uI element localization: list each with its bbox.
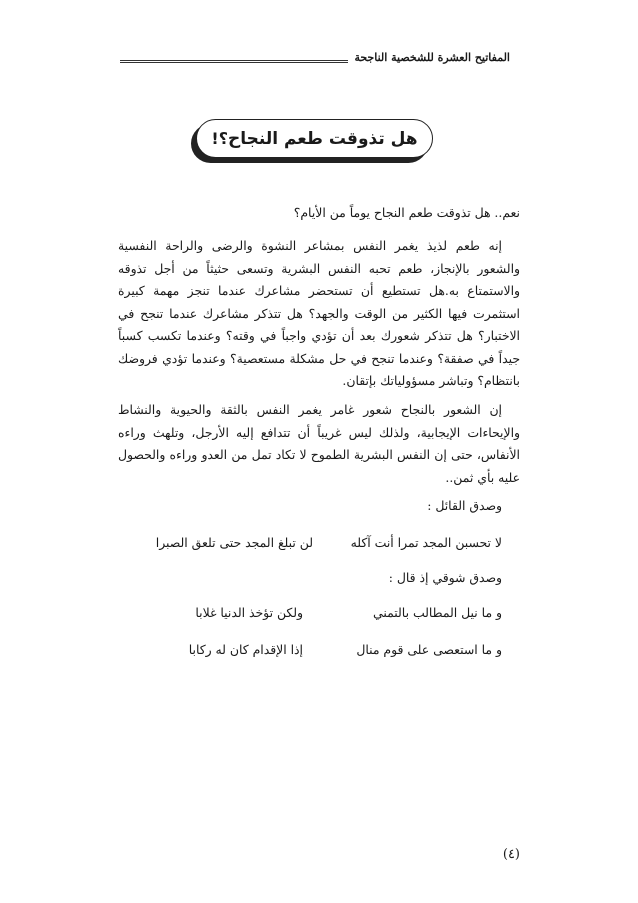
verse-3-second-hemistich: إذا الإقدام كان له ركابا: [188, 642, 303, 657]
page-number: (٤): [502, 847, 520, 862]
opening-question: نعم.. هل تذوقت طعم النجاح يوماً من الأيام؟: [293, 205, 520, 220]
chapter-title-banner: [196, 119, 433, 158]
verse-2-second-hemistich: ولكن تؤخذ الدنيا غلابا: [195, 605, 303, 620]
quote-intro-1: وصدق القائل :: [427, 498, 502, 513]
chapter-title-marks: ؟!: [211, 129, 228, 148]
chapter-title: هل تذوقت طعم النجاح: [228, 128, 418, 149]
verse-3-first-hemistich: و ما استعصى على قوم منال: [356, 642, 502, 657]
paragraph-1: إنه طعم لذيذ يغمر النفس بمشاعر النشوة والرضى والراحة النفسية والشعور بالإنجاز، طعم تحبه النفس البشرية وتسعى حثيثاً من أجل تذوقه والاستمتاع به.هل تستطيع أن تستحضر مشاعرك عندما تنجز مهمة كبيرة استثمرت فيها الكثير من الوقت والجهد؟ هل تتذكر مشاعرك عندما تنجح في الاختبار؟ هل تتذكر شعورك بعد أن تؤدي واجباً في وقته؟ وعندما تكسب كسباً جيداً في صفقة؟ وعندما تنجح في حل مشكلة مستعصية؟ وعندما تؤدي فروضك بانتظام؟ وتباشر مسؤولياتك بإتقان.: [118, 238, 520, 388]
running-header: المفاتيح العشرة للشخصية الناجحة: [348, 51, 516, 64]
paragraph-2: إن الشعور بالنجاح شعور غامر يغمر النفس بالثقة والحيوية والنشاط والإيحاءات الإيجابية، ولذلك ليس غريباً أن تتدافع إليه الأرجل، وتلهث وراءه الأنفاس، حتى إن النفس البشرية الطموح لا تكاد تمل من العدو وراءه والحصول عليه بأي ثمن..: [118, 402, 520, 485]
verse-2-first-hemistich: و ما نيل المطالب بالتمني: [373, 605, 502, 620]
verse-1-second-hemistich: لن تبلغ المجد حتى تلعق الصبرا: [155, 535, 313, 550]
quote-intro-2: وصدق شوقي إذ قال :: [388, 570, 502, 585]
verse-1-first-hemistich: لا تحسبن المجد تمرا أنت آكله: [350, 535, 502, 550]
